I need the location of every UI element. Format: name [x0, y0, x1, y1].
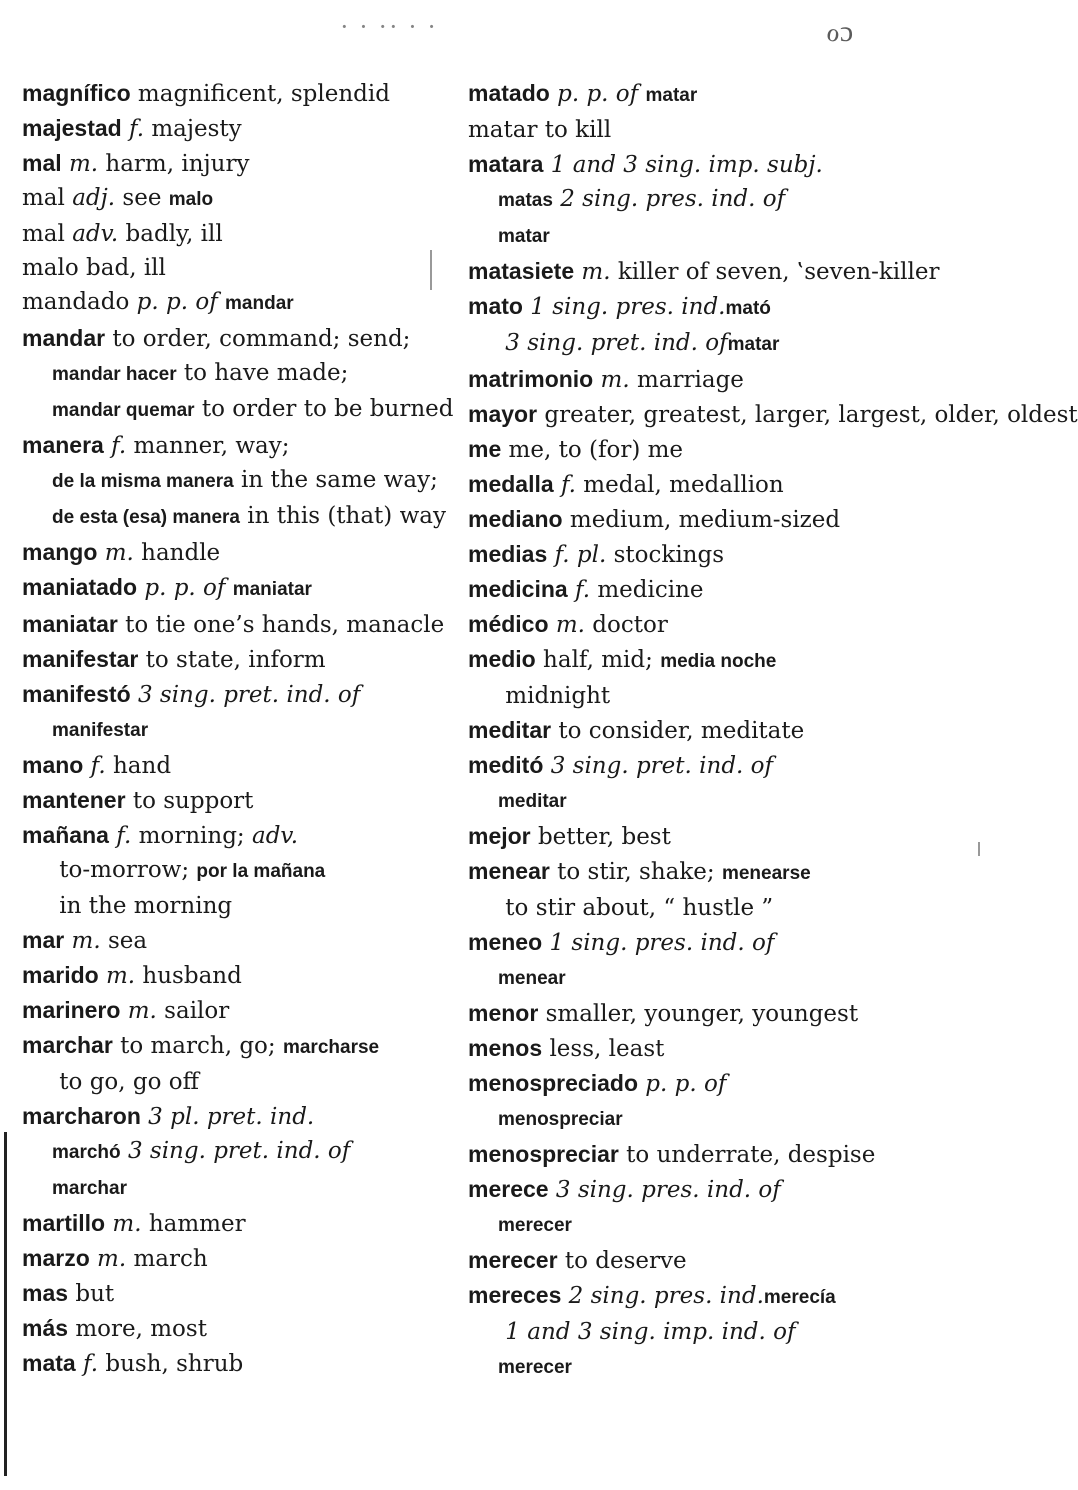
- cross-reference: marchó: [52, 1142, 121, 1163]
- cross-reference: merecer: [498, 1357, 572, 1378]
- definition: medium, medium-sized: [562, 507, 841, 533]
- cross-reference: por la mañana: [196, 861, 326, 882]
- grammar-note: 3 sing. pret. ind. of: [130, 682, 361, 708]
- grammar-note: m.: [574, 259, 611, 285]
- definition: to order, command; send;: [105, 326, 418, 352]
- headword: médico: [468, 611, 549, 637]
- dictionary-entry: [22, 1311, 434, 1346]
- headword: mejor: [468, 823, 531, 849]
- dictionary-entry: [22, 1276, 434, 1311]
- grammar-note: m.: [64, 928, 101, 954]
- definition: to-morrow;: [52, 857, 197, 883]
- dictionary-entry: [22, 607, 445, 642]
- headword: medicina: [468, 576, 568, 602]
- dictionary-entry: [22, 251, 434, 285]
- headword: martillo: [22, 1210, 106, 1236]
- dictionary-entry: [468, 996, 884, 1031]
- headword: mediano: [468, 506, 563, 532]
- cross-reference: matar: [727, 334, 780, 355]
- dictionary-entry: [468, 642, 884, 713]
- definition: better, best: [530, 824, 671, 850]
- grammar-note: m.: [89, 1246, 127, 1272]
- headword: menospreciar: [468, 1141, 619, 1167]
- definition: husband: [135, 963, 242, 989]
- grammar-note: f.: [108, 823, 132, 849]
- headword: meneo: [468, 929, 543, 955]
- definition: doctor: [584, 612, 668, 638]
- grammar-note: 2 sing. pres. ind. of: [552, 186, 786, 212]
- grammar-note: 1 and 3 sing. imp. ind. of: [498, 1319, 796, 1345]
- cross-reference: de la misma manera: [52, 471, 234, 492]
- page-binding-edge: [4, 1132, 7, 1476]
- dictionary-entry: [468, 467, 884, 502]
- definition: stockings: [606, 542, 725, 568]
- scan-artifact: [978, 842, 980, 856]
- grammar-note: m.: [97, 540, 134, 566]
- definition: less, least: [542, 1036, 665, 1062]
- cross-reference: media noche: [660, 651, 777, 672]
- headword: mayor: [468, 401, 538, 427]
- dictionary-entry: [468, 537, 884, 572]
- dictionary-entry: [468, 1243, 884, 1278]
- cross-reference: malo: [168, 189, 214, 210]
- dictionary-entry: [22, 1099, 434, 1206]
- definition: hammer: [141, 1211, 246, 1237]
- definition: to march, go;: [112, 1033, 283, 1059]
- definition: hand: [105, 753, 172, 779]
- cross-reference: menear: [498, 968, 566, 989]
- definition: midnight: [498, 683, 611, 709]
- grammar-note: adv.: [252, 823, 299, 849]
- headword: menear: [468, 858, 550, 884]
- grammar-note: p. p. of: [137, 575, 226, 601]
- headword: manifestó: [22, 681, 131, 707]
- dictionary-entry: [468, 254, 940, 289]
- dictionary-entry: [22, 428, 446, 535]
- cross-reference: menospreciar: [498, 1109, 623, 1130]
- grammar-note: p. p. of: [136, 289, 218, 315]
- headword: magnífico: [22, 80, 131, 106]
- grammar-note: f.: [121, 116, 145, 142]
- running-header: · · ·· · ·: [340, 12, 438, 41]
- grammar-note: f.: [103, 433, 127, 459]
- cross-reference: de esta (esa) manera: [52, 507, 240, 528]
- definition: to state, inform: [138, 647, 326, 673]
- grammar-note: 1 sing. pres. ind.: [522, 294, 726, 320]
- dictionary-entry: [468, 289, 884, 362]
- scan-artifact: [430, 250, 432, 290]
- dictionary-entry: [468, 819, 884, 854]
- dictionary-entry: [468, 147, 884, 254]
- grammar-note: p. p. of: [549, 81, 639, 107]
- cross-reference: marcharse: [282, 1037, 380, 1058]
- dictionary-entry: [468, 1031, 884, 1066]
- cross-reference: matar: [645, 85, 698, 106]
- definition: manner, way;: [126, 433, 297, 459]
- grammar-note: 3 sing. pret. ind. of: [498, 330, 728, 356]
- cross-reference: marchar: [52, 1178, 127, 1199]
- definition: killer of seven, ‛seven-killer: [610, 259, 940, 285]
- cross-reference: merecía: [763, 1287, 836, 1308]
- headword: marcharon: [22, 1103, 141, 1129]
- headword: mal: [22, 150, 62, 176]
- headword: maniatado: [22, 574, 138, 600]
- cross-reference: merecer: [498, 1215, 572, 1236]
- dictionary-entry: [22, 923, 434, 958]
- grammar-note: f.: [83, 753, 106, 779]
- grammar-note: 3 sing. pret. ind. of: [543, 753, 774, 779]
- definition: matar to kill: [468, 117, 612, 143]
- dictionary-entry: [22, 958, 434, 993]
- cross-reference: matas: [498, 190, 553, 211]
- definition: to tie one’s hands, manacle: [117, 612, 445, 638]
- headword: medio: [468, 646, 536, 672]
- headword: merecer: [468, 1247, 558, 1273]
- dictionary-entry: [22, 1028, 434, 1099]
- dictionary-entry: [22, 677, 434, 748]
- dictionary-entry: [22, 321, 454, 428]
- definition: but: [68, 1281, 115, 1307]
- headword: mango: [22, 539, 98, 565]
- dictionary-entry: [468, 397, 1078, 432]
- headword: medalla: [468, 471, 554, 497]
- grammar-note: 3 sing. pret. ind. of: [120, 1138, 351, 1164]
- dictionary-entry: [468, 1066, 884, 1137]
- definition: marriage: [629, 367, 744, 393]
- definition: see: [115, 185, 169, 211]
- headword: marzo: [22, 1245, 90, 1271]
- dictionary-entry: [22, 748, 434, 783]
- dictionary-entry: [468, 748, 884, 819]
- cross-reference: mandar: [225, 293, 294, 314]
- dictionary-entry: [22, 146, 434, 181]
- dictionary-entry: [22, 285, 434, 321]
- cross-reference: mandar hacer: [52, 364, 177, 385]
- grammar-note: m.: [61, 151, 99, 177]
- grammar-note: f.: [567, 577, 591, 603]
- headword: mandar: [22, 325, 106, 351]
- definition: [218, 289, 225, 315]
- headword: mantener: [22, 787, 126, 813]
- definition: to support: [125, 788, 254, 814]
- headword: menos: [468, 1035, 543, 1061]
- definition: medal, medallion: [575, 472, 784, 498]
- headword: marinero: [22, 997, 121, 1023]
- headword: mas: [22, 1280, 69, 1306]
- definition: half, mid;: [535, 647, 661, 673]
- definition: me, to (for) me: [501, 437, 684, 463]
- definition: mal: [22, 221, 73, 247]
- grammar-note: 3 sing. pres. ind. of: [548, 1177, 781, 1203]
- dictionary-entry: [468, 713, 884, 748]
- headword: mano: [22, 752, 84, 778]
- dictionary-entry: [22, 1346, 434, 1381]
- dictionary-entry: [468, 1137, 884, 1172]
- definition: sailor: [156, 998, 230, 1024]
- definition: badly, ill: [118, 221, 223, 247]
- dictionary-entry: [22, 181, 434, 217]
- cross-reference: meditar: [498, 791, 567, 812]
- definition: mandado: [22, 289, 137, 315]
- cross-reference: matar: [498, 226, 550, 247]
- dictionary-entry: [468, 1172, 884, 1243]
- dictionary-entry: [468, 76, 884, 113]
- cross-reference: manifestar: [52, 720, 149, 741]
- headword: marchar: [22, 1032, 113, 1058]
- grammar-note: 1 sing. pres. ind. of: [542, 930, 775, 956]
- definition: malo bad, ill: [22, 255, 166, 281]
- grammar-note: 1 and 3 sing. imp. subj.: [543, 152, 823, 178]
- headword: matasiete: [468, 258, 575, 284]
- headword: mato: [468, 293, 523, 319]
- headword: marido: [22, 962, 99, 988]
- headword: mar: [22, 927, 65, 953]
- dictionary-entry: [22, 217, 434, 251]
- definition: sea: [100, 928, 148, 954]
- definition: bush, shrub: [98, 1351, 244, 1377]
- cross-reference: menearse: [721, 863, 811, 884]
- headword: matara: [468, 151, 544, 177]
- grammar-note: m.: [105, 1211, 142, 1237]
- headword: merece: [468, 1176, 549, 1202]
- headword: mañana: [22, 822, 109, 848]
- dictionary-entry: [22, 783, 434, 818]
- headword: matrimonio: [468, 366, 594, 392]
- definition: more, most: [68, 1316, 207, 1342]
- headword: meditó: [468, 752, 544, 778]
- definition: in the morning: [52, 893, 233, 919]
- dictionary-entry: [468, 607, 884, 642]
- dictionary-entry: [468, 925, 884, 996]
- definition: in the same way;: [233, 467, 446, 493]
- headword: medias: [468, 541, 548, 567]
- definition: to stir about, “ hustle ”: [498, 895, 774, 921]
- headword: meditar: [468, 717, 552, 743]
- dictionary-entry: [468, 432, 884, 467]
- definition: magnificent, splendid: [130, 81, 390, 107]
- grammar-note: m.: [593, 367, 630, 393]
- headword: menor: [468, 1000, 539, 1026]
- headword: maniatar: [22, 611, 118, 637]
- headword: manera: [22, 432, 104, 458]
- dictionary-entry: [22, 76, 434, 111]
- dictionary-entry: [22, 818, 434, 923]
- dictionary-entry: [468, 113, 884, 147]
- dictionary-entry: [22, 1241, 434, 1276]
- headword: menospreciado: [468, 1070, 638, 1096]
- grammar-note: m.: [98, 963, 136, 989]
- definition: [225, 575, 232, 601]
- grammar-note: 3 pl. pret. ind.: [140, 1104, 315, 1130]
- definition: mal: [22, 185, 73, 211]
- definition: to stir, shake;: [549, 859, 722, 885]
- definition: morning;: [131, 823, 252, 849]
- definition: to have made;: [176, 360, 356, 386]
- headword: manifestar: [22, 646, 139, 672]
- definition: to go, go off: [52, 1069, 199, 1095]
- page-number: ℴɔ: [826, 15, 854, 48]
- grammar-note: adv.: [72, 221, 119, 247]
- grammar-note: f.: [553, 472, 576, 498]
- grammar-note: 2 sing. pres. ind.: [561, 1283, 764, 1309]
- dictionary-entry: [468, 502, 884, 537]
- dictionary-entry: [468, 854, 884, 925]
- headword: mata: [22, 1350, 76, 1376]
- dictionary-entry: [22, 570, 434, 607]
- cross-reference: maniatar: [232, 579, 312, 600]
- dictionary-entry: [22, 111, 434, 146]
- definition: greater, greatest, larger, largest, older, oldest: [537, 402, 1078, 428]
- cross-reference: mató: [725, 298, 771, 319]
- cross-reference: mandar quemar: [52, 400, 195, 421]
- definition: handle: [133, 540, 221, 566]
- grammar-note: f.: [75, 1351, 99, 1377]
- dictionary-entry: [468, 572, 884, 607]
- definition: to underrate, despise: [618, 1142, 876, 1168]
- dictionary-entry: [22, 1206, 434, 1241]
- dictionary-entry: [22, 993, 434, 1028]
- dictionary-entry: [468, 362, 884, 397]
- definition: to order to be burned: [194, 396, 454, 422]
- definition: to deserve: [557, 1248, 687, 1274]
- grammar-note: adj.: [72, 185, 116, 211]
- headword: más: [22, 1315, 69, 1341]
- headword: me: [468, 436, 502, 462]
- grammar-note: m.: [548, 612, 585, 638]
- grammar-note: p. p. of: [638, 1071, 727, 1097]
- left-column: [22, 76, 454, 1381]
- dictionary-entry: [468, 1278, 884, 1385]
- definition: majesty: [144, 116, 242, 142]
- right-column: [468, 76, 1078, 1385]
- grammar-note: f. pl.: [547, 542, 607, 568]
- headword: mereces: [468, 1282, 562, 1308]
- definition: to consider, meditate: [551, 718, 805, 744]
- dictionary-entry: [22, 642, 434, 677]
- headword: matado: [468, 80, 550, 106]
- definition: harm, injury: [98, 151, 250, 177]
- headword: majestad: [22, 115, 122, 141]
- definition: march: [126, 1246, 208, 1272]
- definition: smaller, younger, youngest: [538, 1001, 859, 1027]
- grammar-note: m.: [120, 998, 157, 1024]
- definition: in this (that) way: [240, 503, 446, 529]
- dictionary-entry: [22, 535, 434, 570]
- definition: medicine: [590, 577, 704, 603]
